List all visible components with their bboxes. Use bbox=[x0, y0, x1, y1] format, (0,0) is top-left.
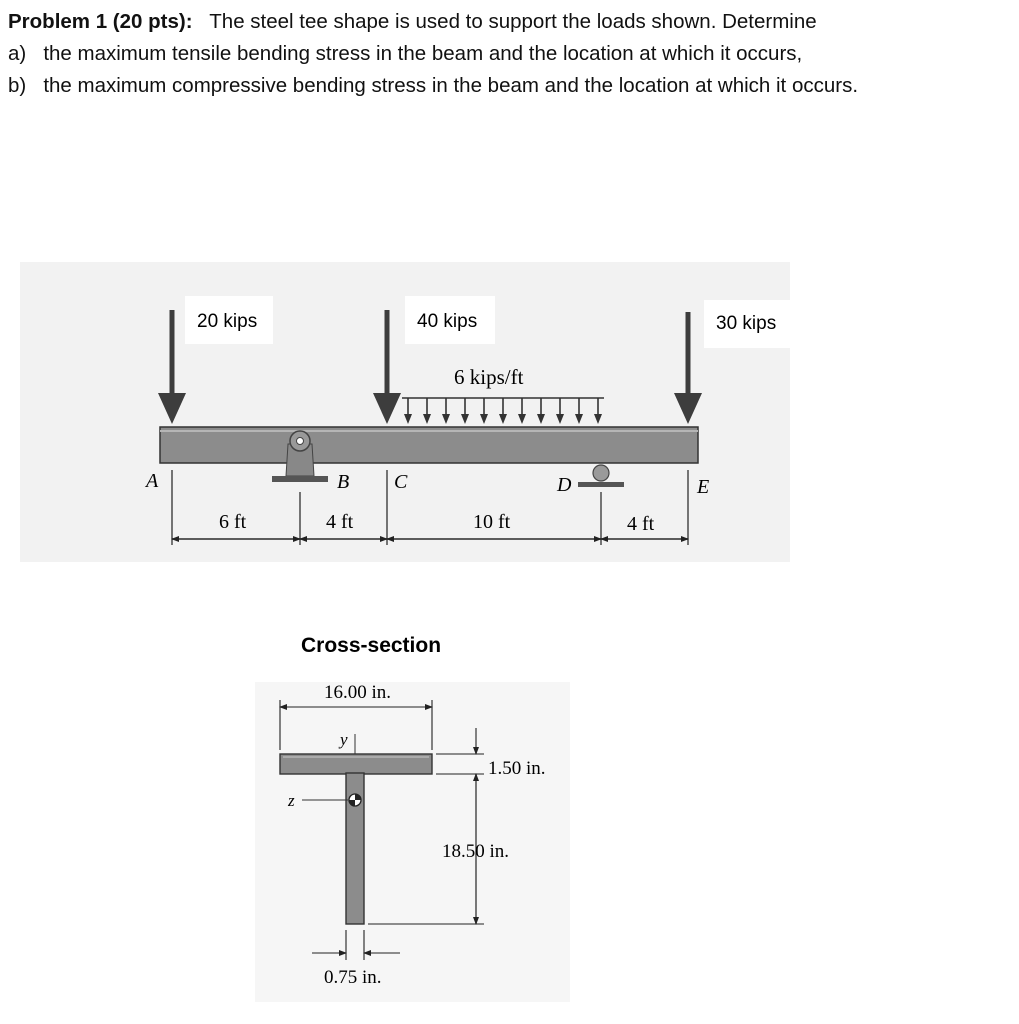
point-label-c: C bbox=[394, 471, 408, 493]
cross-section-title: Cross-section bbox=[301, 634, 442, 657]
point-label-a: A bbox=[146, 470, 159, 492]
flange-thickness-label: 1.50 in. bbox=[488, 758, 546, 779]
point-label-b: B bbox=[337, 471, 350, 493]
load-label-30kips: 30 kips bbox=[716, 313, 777, 334]
part-a-letter: a) bbox=[8, 42, 27, 65]
load-label-20kips: 20 kips bbox=[197, 311, 258, 332]
part-b-letter: b) bbox=[8, 74, 27, 97]
z-axis-label: z bbox=[288, 791, 295, 810]
y-axis-label: y bbox=[340, 730, 348, 749]
stem-depth-label: 18.50 in. bbox=[442, 841, 510, 862]
span-label-bc: 4 ft bbox=[326, 511, 354, 533]
beam bbox=[160, 427, 698, 463]
flange-width-label: 16.00 in. bbox=[324, 682, 392, 703]
distributed-load-label: 6 kips/ft bbox=[454, 365, 524, 389]
cross-section-background bbox=[255, 682, 570, 1002]
span-label-de: 4 ft bbox=[627, 513, 655, 535]
span-label-cd: 10 ft bbox=[473, 511, 511, 533]
point-label-e: E bbox=[697, 476, 710, 498]
span-label-ab: 6 ft bbox=[219, 511, 247, 533]
centroid-marker bbox=[349, 794, 361, 806]
stem-thickness-label: 0.75 in. bbox=[324, 967, 382, 988]
point-label-d: D bbox=[557, 474, 572, 496]
problem-statement-text: The steel tee shape is used to support the loads shown. Determine bbox=[209, 10, 817, 33]
part-a-text: the maximum tensile bending stress in the beam and the location at which it occurs, bbox=[43, 42, 803, 65]
problem-heading: Problem 1 (20 pts): bbox=[8, 10, 193, 33]
load-label-40kips: 40 kips bbox=[417, 311, 478, 332]
part-b-text: the maximum compressive bending stress in the beam and the location at which it occurs. bbox=[43, 74, 859, 97]
